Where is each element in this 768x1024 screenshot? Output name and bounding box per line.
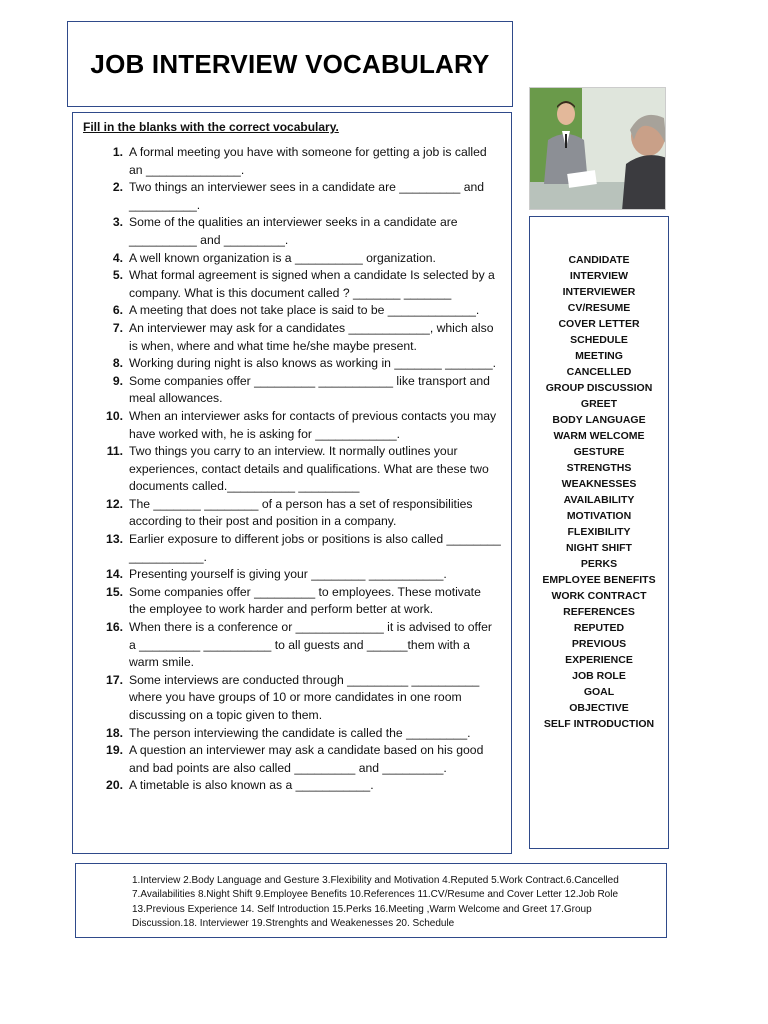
word-bank-item: STRENGTHS — [566, 462, 632, 474]
word-bank-item: GESTURE — [573, 446, 625, 458]
question-number: 5. — [112, 268, 123, 283]
question-number: 7. — [112, 320, 123, 335]
question-number: 4. — [112, 250, 123, 265]
question-list — [83, 144, 501, 795]
word-bank-item: INTERVIEW — [569, 270, 629, 282]
answer-key-line: 13.Previous Experience 14. Self Introduction 15.Perks 16.Meeting ,Warm Welcome and Greet 17.Group — [132, 903, 592, 915]
question-item — [83, 408, 501, 443]
question-number: 18. — [106, 725, 123, 740]
question-text: When there is a conference or _____________ it is advised to offer a _________ __________ to all guests and ______them with a warm smile. — [129, 620, 492, 670]
question-item — [83, 267, 501, 302]
question-number: 11. — [106, 444, 123, 459]
question-number: 8. — [112, 356, 123, 371]
word-bank-item: REPUTED — [573, 622, 625, 634]
question-item — [83, 496, 501, 531]
question-text: Presenting yourself is giving your ________ ___________. — [129, 567, 447, 582]
word-bank-item: BODY LANGUAGE — [552, 414, 646, 426]
question-text: What formal agreement is signed when a candidate Is selected by a company. What is this document called ? _______ _______ — [129, 268, 495, 300]
question-text: A question an interviewer may ask a candidate based on his good and bad points are also called _________ and _________. — [129, 743, 484, 775]
word-bank-item: SELF INTRODUCTION — [543, 718, 655, 730]
question-item — [83, 742, 501, 777]
question-text: Two things an interviewer sees in a candidate are _________ and __________. — [129, 180, 485, 212]
question-item — [83, 672, 501, 725]
question-item — [83, 144, 501, 179]
question-text: A well known organization is a __________ organization. — [129, 250, 436, 265]
word-bank-item: MOTIVATION — [566, 510, 632, 522]
question-number: 6. — [112, 303, 123, 318]
word-bank-list — [530, 252, 668, 732]
question-text: Some of the qualities an interviewer seeks in a candidate are __________ and _________. — [129, 215, 458, 247]
answer-key-line: 1.Interview 2.Body Language and Gesture 3.Flexibility and Motivation 4.Reputed 5.Work Contract.6.Cancelled — [132, 875, 619, 886]
question-item — [83, 566, 501, 584]
word-bank-item: GOAL — [583, 686, 615, 698]
word-bank — [529, 216, 669, 849]
word-bank-item: JOB ROLE — [572, 670, 626, 682]
question-item — [83, 373, 501, 408]
question-number: 13. — [106, 532, 123, 547]
word-bank-item: REFERENCES — [563, 606, 635, 618]
answer-key-line: Discussion.18. Interviewer 19.Strenghts and Weakenesses 20. Schedule — [132, 917, 455, 929]
question-text: Some companies offer _________ ___________ like transport and meal allowances. — [129, 373, 490, 406]
word-bank-item: EMPLOYEE BENEFITS — [542, 574, 656, 586]
interview-photo — [529, 87, 666, 210]
question-item — [83, 777, 501, 795]
word-bank-item: MEETING — [575, 350, 623, 362]
word-bank-item: INTERVIEWER — [562, 286, 636, 298]
word-bank-item: WARM WELCOME — [553, 430, 645, 442]
question-item — [83, 320, 501, 355]
question-text: The person interviewing the candidate is called the _________. — [129, 725, 471, 740]
question-text: Two things you carry to an interview. It normally outlines your experiences, contact details and qualifications. What are these two documents called.__________ _________ — [129, 444, 489, 494]
word-bank-item: NIGHT SHIFT — [566, 542, 632, 554]
questions-box — [72, 112, 512, 854]
question-item — [83, 531, 501, 566]
word-bank-item: GREET — [580, 398, 618, 410]
question-text: Some companies offer _________ to employees. These motivate the employee to work harder and perform better at work. — [129, 584, 481, 617]
word-bank-item: GROUP DISCUSSION — [545, 382, 653, 394]
answer-key-line: 7.Availabilities 8.Night Shift 9.Employee Benefits 10.References 11.CV/Resume and Cover Letter 12.Job Role — [132, 889, 619, 901]
question-number: 14. — [106, 567, 123, 582]
word-bank-item: SCHEDULE — [570, 334, 628, 346]
word-bank-item: OBJECTIVE — [569, 702, 629, 714]
question-item — [83, 355, 501, 373]
word-bank-item: WORK CONTRACT — [551, 590, 647, 602]
question-number: 2. — [112, 180, 123, 195]
question-number: 12. — [106, 496, 123, 511]
question-number: 3. — [112, 215, 123, 230]
word-bank-item: CANDIDATE — [568, 254, 630, 266]
page-title: JOB INTERVIEW VOCABULARY — [90, 48, 490, 79]
question-text: A formal meeting you have with someone for getting a job is called an ______________. — [129, 145, 487, 177]
question-text: Some interviews are conducted through _________ __________ where you have groups of 10 or more candidates in one room discussing on a topic given to them. — [129, 672, 480, 722]
answer-key — [75, 863, 667, 938]
word-bank-item: PREVIOUS — [571, 638, 627, 650]
question-text: Working during night is also knows as working in _______ _______. — [129, 356, 496, 371]
question-item — [83, 584, 501, 619]
question-item — [83, 725, 501, 743]
question-item — [83, 302, 501, 320]
question-number: 10. — [106, 408, 123, 423]
instructions: Fill in the blanks with the correct vocabulary. — [83, 120, 339, 134]
word-bank-item: CV/RESUME — [567, 302, 631, 314]
word-bank-item: EXPERIENCE — [565, 654, 633, 666]
question-item — [83, 250, 501, 268]
word-bank-item: AVAILABILITY — [563, 494, 635, 506]
question-number: 17. — [106, 672, 123, 687]
question-text: The _______ ________ of a person has a set of responsibilities according to their post and position in a company. — [129, 496, 473, 529]
word-bank-item: COVER LETTER — [558, 318, 640, 330]
question-text: When an interviewer asks for contacts of previous contacts you may have worked with, he is asking for ____________. — [129, 408, 497, 441]
word-bank-item: FLEXIBILITY — [567, 526, 631, 538]
question-text: An interviewer may ask for a candidates ____________, which also is when, where and what time he/she maybe present. — [129, 320, 494, 353]
question-item — [83, 214, 501, 249]
question-text: Earlier exposure to different jobs or positions is also called ________ ___________. — [129, 532, 501, 564]
question-item — [83, 619, 501, 672]
question-item — [83, 443, 501, 496]
question-text: A meeting that does not take place is said to be _____________. — [129, 303, 480, 318]
question-number: 1. — [112, 145, 123, 159]
question-text: A timetable is also known as a ___________. — [129, 778, 374, 793]
title-box — [67, 21, 513, 107]
word-bank-item: PERKS — [580, 558, 618, 570]
question-number: 19. — [106, 743, 123, 758]
question-item — [83, 179, 501, 214]
word-bank-item: WEAKNESSES — [561, 478, 637, 490]
question-number: 9. — [112, 373, 123, 388]
question-number: 16. — [106, 620, 123, 635]
question-number: 15. — [106, 584, 123, 599]
question-number: 20. — [106, 778, 123, 793]
word-bank-item: CANCELLED — [566, 366, 632, 378]
